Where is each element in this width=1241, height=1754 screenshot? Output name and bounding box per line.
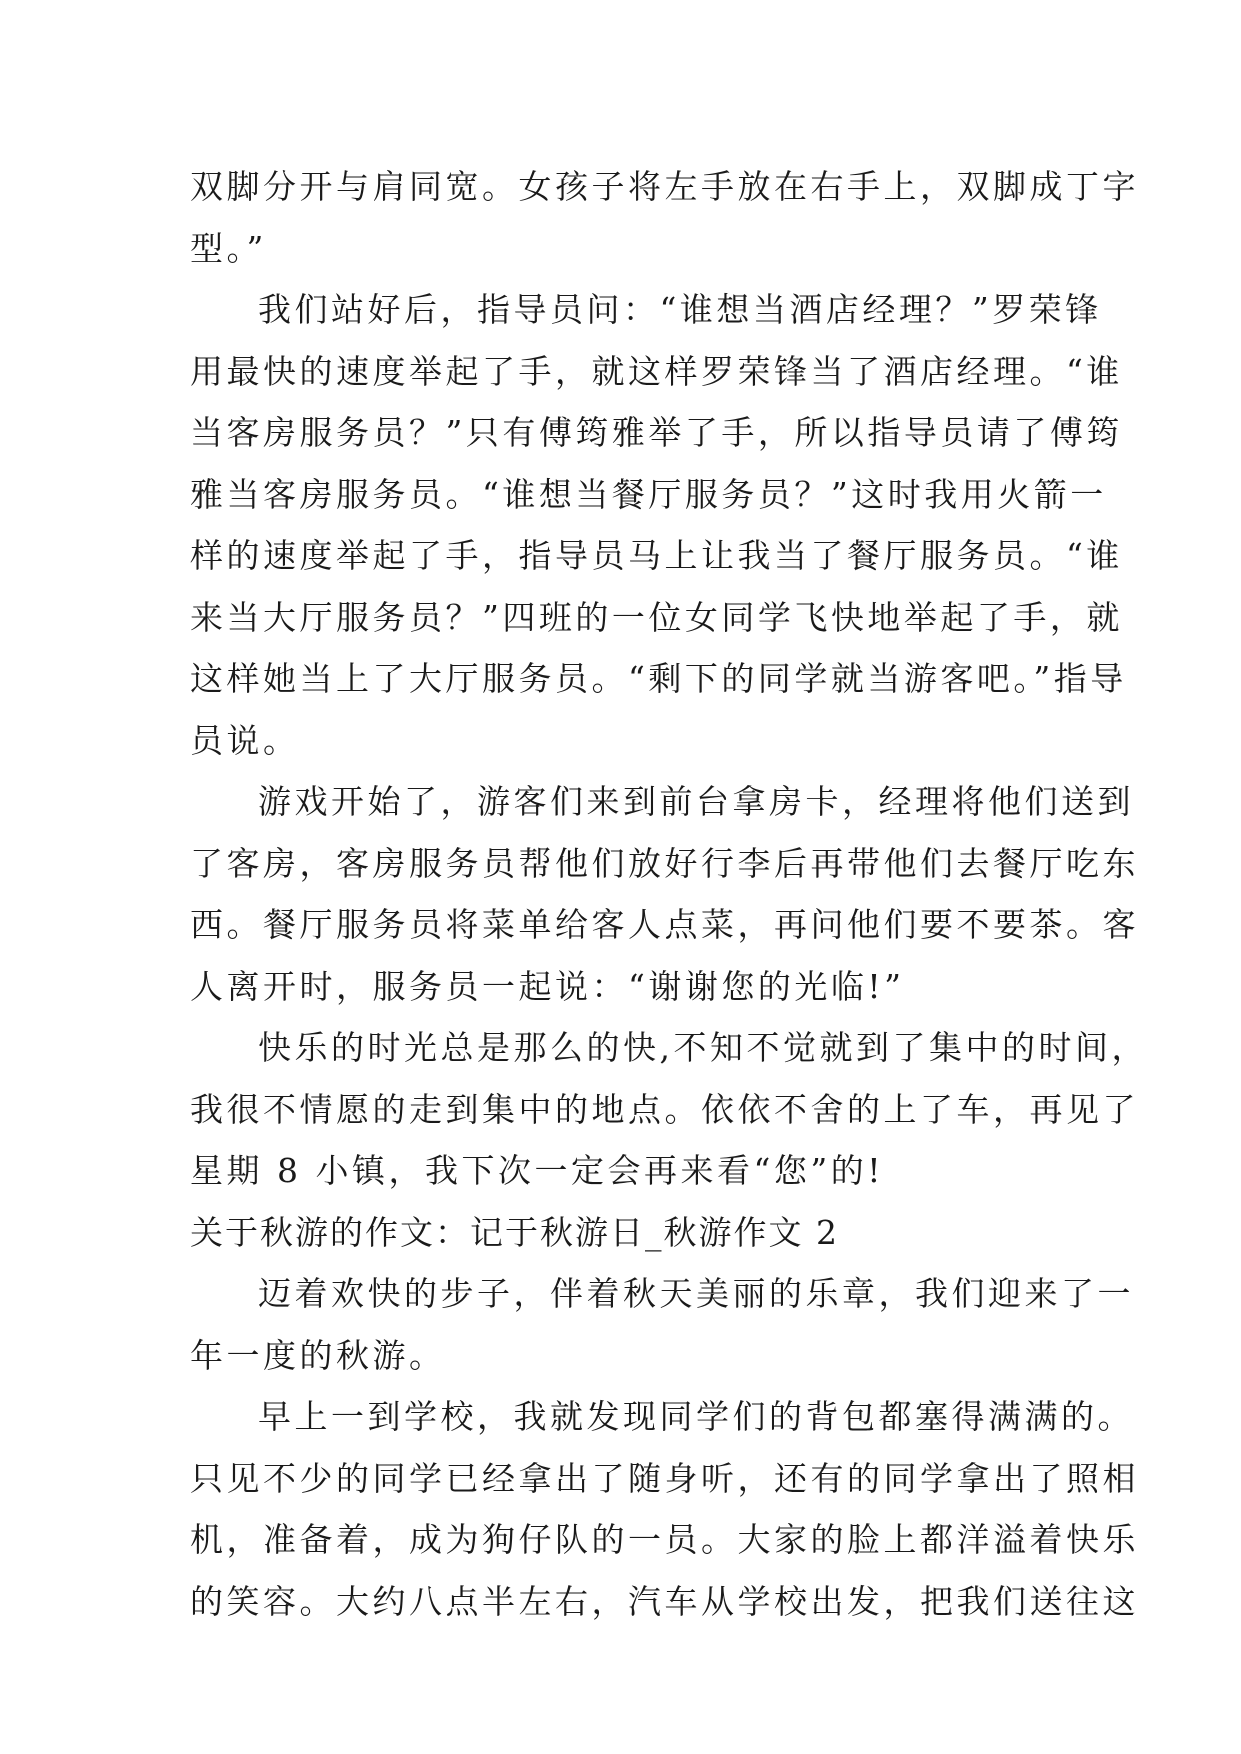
text-line: 星期 8 小镇，我下次一定会再来看“您”的!: [190, 1151, 884, 1190]
paragraph-start-line: 早上一到学校，我就发现同学们的背包都塞得满满的。: [258, 1397, 1134, 1436]
document-body: [190, 156, 1148, 1632]
section-heading: 关于秋游的作文：记于秋游日_秋游作文 2: [190, 1212, 839, 1252]
paragraph-start-line: 快乐的时光总是那么的快,不知不觉就到了集中的时间，: [258, 1028, 1148, 1067]
text-line: 人离开时，服务员一起说：“谢谢您的光临!”: [190, 966, 905, 1006]
text-line: 西。餐厅服务员将菜单给客人点菜，再问他们要不要茶。客: [190, 905, 1139, 944]
text-line: 年一度的秋游。: [190, 1335, 446, 1375]
text-line: 当客房服务员？”只有傅筠雅举了手，所以指导员请了傅筠: [190, 413, 1123, 452]
text-line: 了客房，客房服务员帮他们放好行李后再带他们去餐厅吃东: [190, 843, 1139, 883]
text-line: 只见不少的同学已经拿出了随身听，还有的同学拿出了照相: [190, 1458, 1139, 1498]
text-line: 样的速度举起了手，指导员马上让我当了餐厅服务员。“谁: [190, 536, 1123, 575]
paragraph-start-line: 迈着欢快的步子，伴着秋天美丽的乐章，我们迎来了一: [258, 1274, 1134, 1313]
text-line: 来当大厅服务员？”四班的一位女同学飞快地举起了手，就: [190, 597, 1123, 637]
paragraph-start-line: 游戏开始了，游客们来到前台拿房卡，经理将他们送到: [258, 782, 1134, 821]
paragraph-start-line: 我们站好后，指导员问：“谁想当酒店经理？”罗荣锋: [258, 290, 1102, 329]
text-line: 型。”: [190, 228, 267, 268]
text-line: 我很不情愿的走到集中的地点。依依不舍的上了车，再见了: [190, 1089, 1139, 1129]
text-line: 双脚分开与肩同宽。女孩子将左手放在右手上，双脚成丁字: [190, 167, 1139, 206]
text-line: 员说。: [190, 720, 300, 760]
text-line: 用最快的速度举起了手，就这样罗荣锋当了酒店经理。“谁: [190, 351, 1123, 391]
text-line: 这样她当上了大厅服务员。“剩下的同学就当游客吧。”指导: [190, 659, 1127, 698]
text-line: 机，准备着，成为狗仔队的一员。大家的脸上都洋溢着快乐: [190, 1520, 1139, 1559]
text-line: 的笑容。大约八点半左右，汽车从学校出发，把我们送往这: [190, 1581, 1139, 1621]
text-line: 雅当客房服务员。“谁想当餐厅服务员？”这时我用火箭一: [190, 474, 1107, 514]
